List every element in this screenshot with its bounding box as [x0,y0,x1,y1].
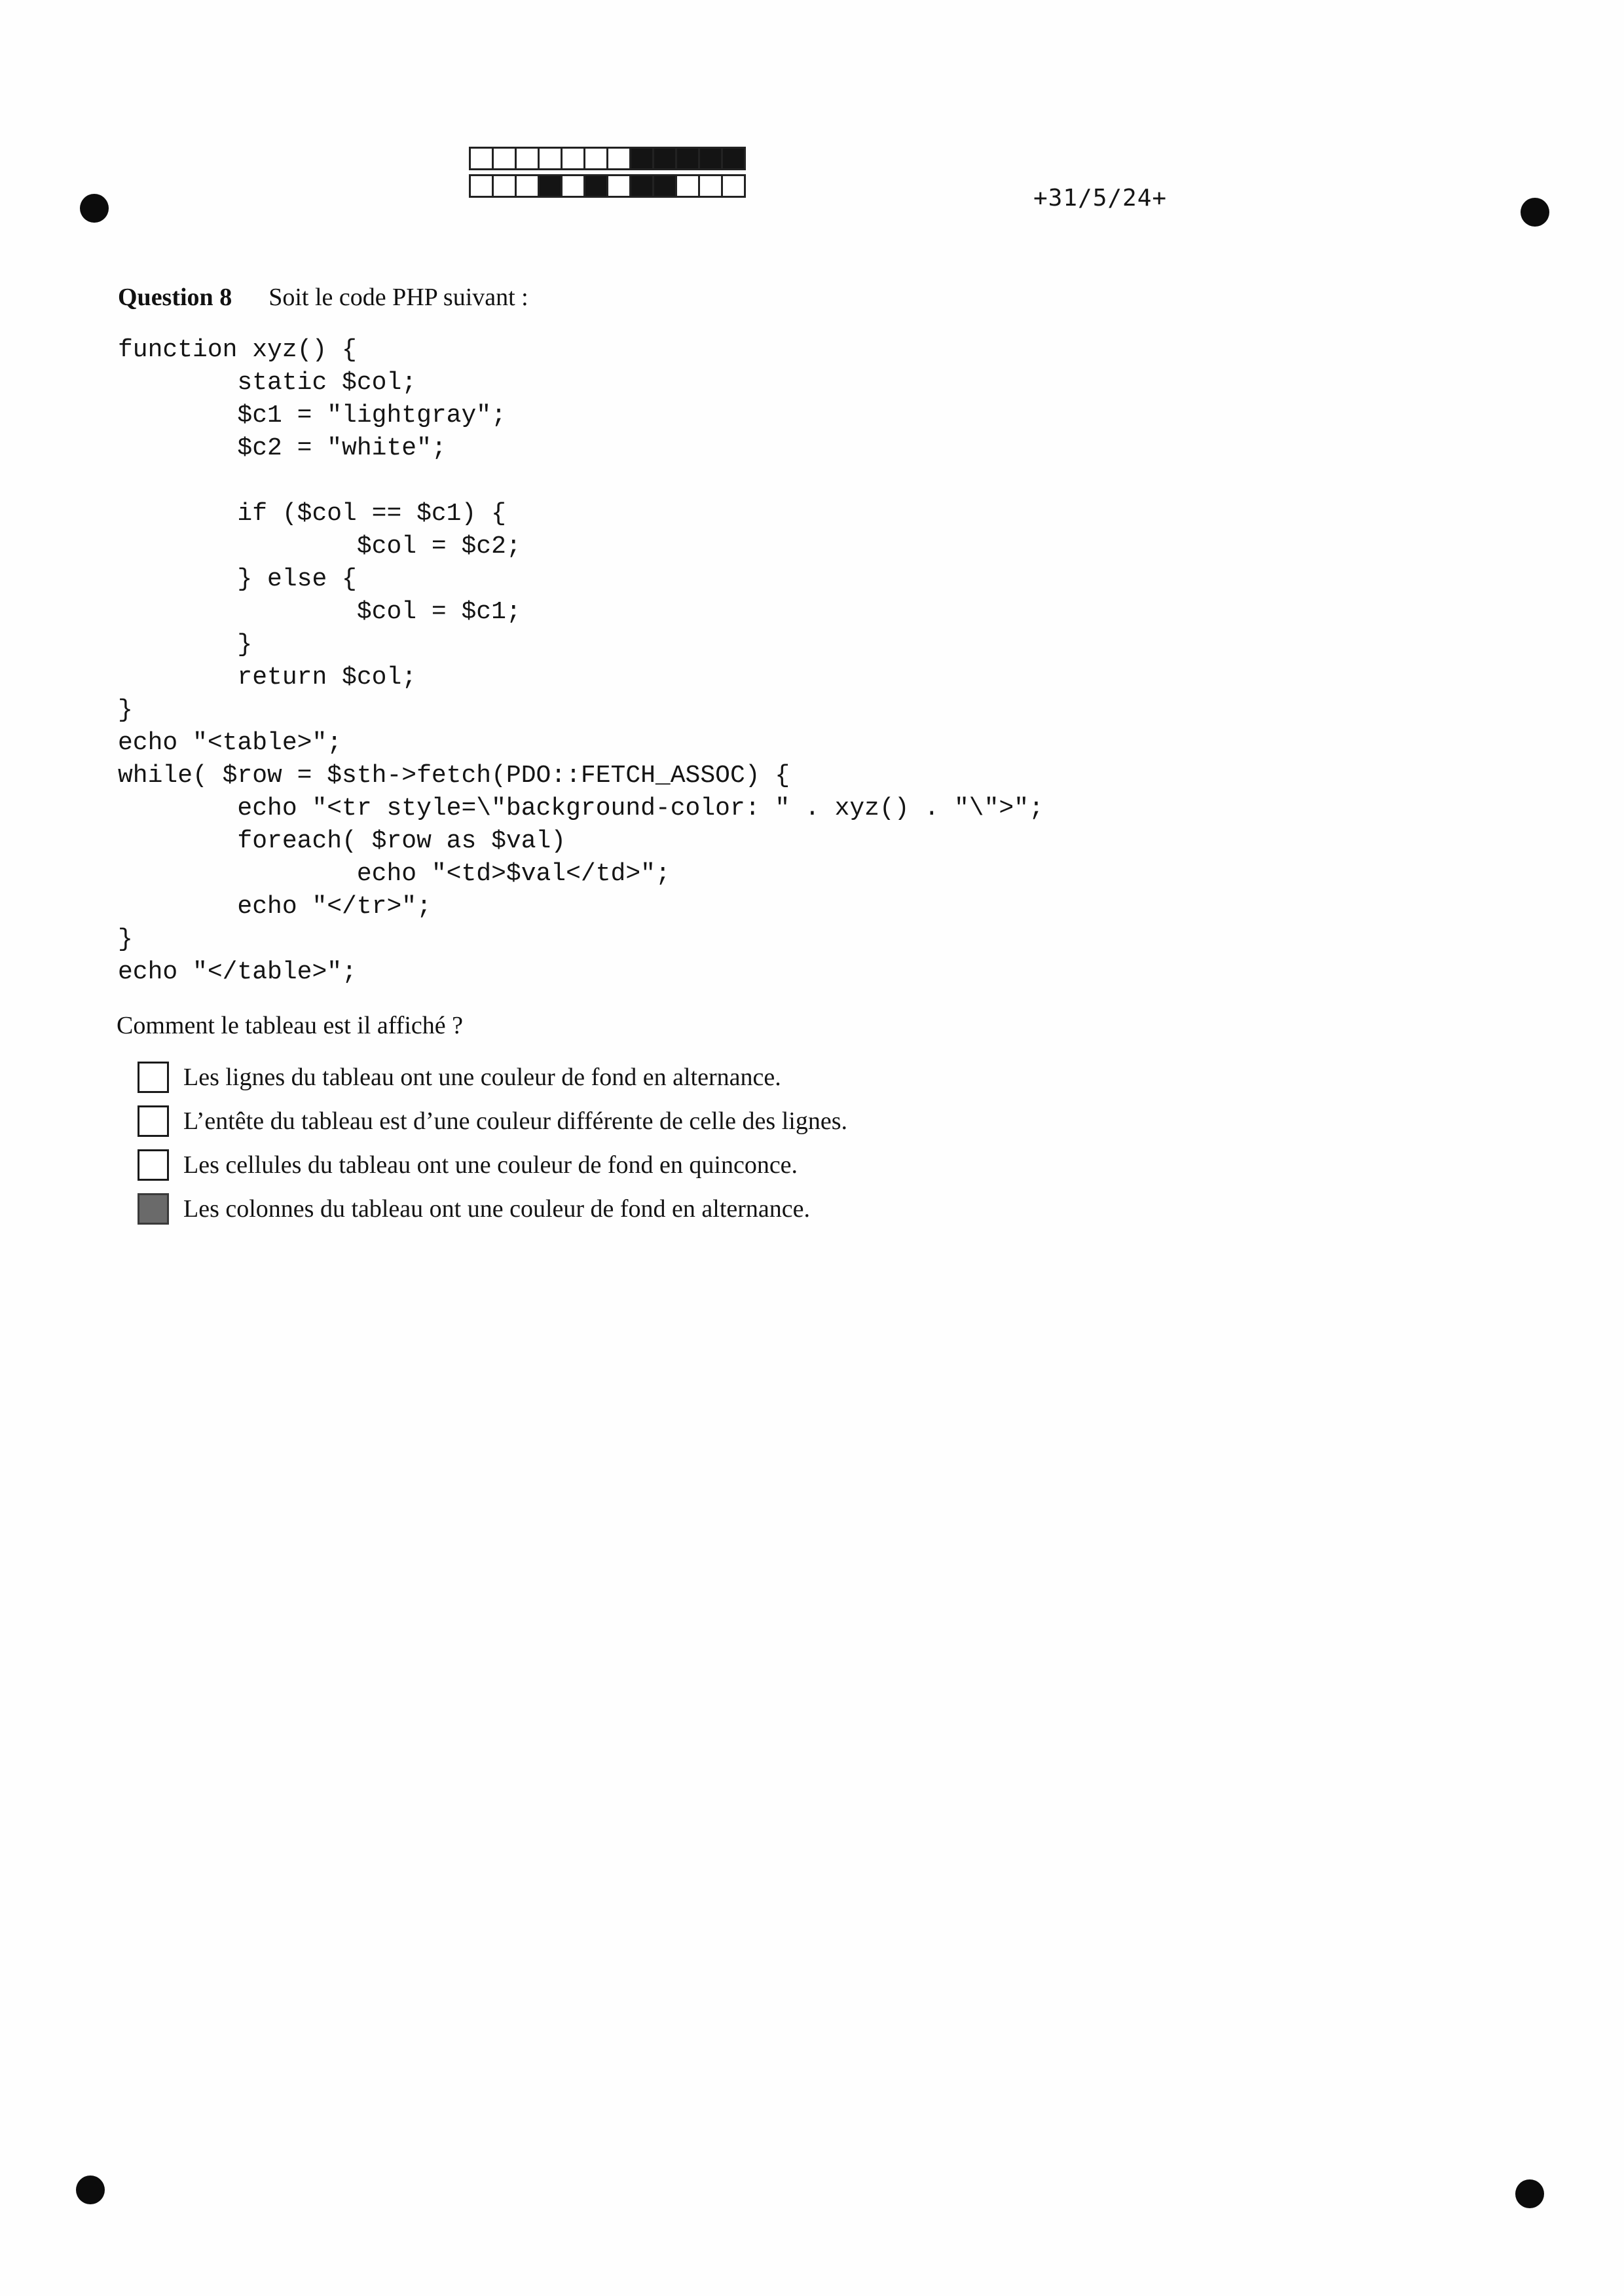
answer-option[interactable] [138,1193,847,1225]
barcode-cell-empty [561,174,585,198]
answer-label: L’entête du tableau est d’une couleur différente de celle des lignes. [183,1107,847,1135]
barcode-cell-empty [561,147,585,170]
answer-label: Les lignes du tableau ont une couleur de fond en alternance. [183,1064,781,1091]
barcode-cell-empty [492,174,517,198]
registration-mark-top-right [1521,198,1549,227]
answer-option[interactable] [138,1149,847,1181]
page-identifier: +31/5/24+ [1033,185,1168,212]
answer-option[interactable] [138,1105,847,1138]
barcode-cell-empty [606,147,631,170]
barcode-cell-filled [629,147,654,170]
barcode-cell-empty [583,147,608,170]
answer-checkbox[interactable] [138,1105,169,1137]
registration-mark-bottom-right [1515,2179,1544,2208]
barcode-cell-empty [698,174,723,198]
barcode-cell-empty [606,174,631,198]
barcode-row-top [469,147,744,170]
barcode-cell-filled [583,174,608,198]
barcode-cell-empty [675,174,700,198]
barcode-cell-empty [515,174,540,198]
question-number: Question 8 [118,284,232,311]
barcode-cell-filled [652,174,677,198]
registration-mark-top-left [80,194,109,223]
barcode-cell-filled [538,174,563,198]
php-code-block: function xyz() { static $col; $c1 = "lightgray"; $c2 = "white"; if ($col == $c1) { $col = $c2; } else { $col = $c1; } return $col; } echo "<table>"; while( $row = $sth->fetch(PDO::FETCH_ASSOC) { echo "<tr style=\"background-color: " . xyz() . "\">"; foreach( $row as $val) echo "<td>$val</td>"; echo "</tr>"; } echo "</table>"; [118,336,1044,986]
barcode-cell-filled [698,147,723,170]
barcode-cell-empty [721,174,746,198]
answer-checkbox[interactable] [138,1062,169,1093]
barcode-cell-empty [515,147,540,170]
barcode-cell-filled [652,147,677,170]
answer-label: Les colonnes du tableau ont une couleur de fond en alternance. [183,1195,811,1223]
barcode-cell-filled [721,147,746,170]
barcode-cell-empty [492,147,517,170]
page-barcode [469,147,744,198]
answer-label: Les cellules du tableau ont une couleur de fond en quinconce. [183,1151,798,1179]
barcode-cell-empty [469,147,494,170]
barcode-cell-empty [538,147,563,170]
answer-checkbox[interactable] [138,1149,169,1181]
registration-mark-bottom-left [76,2176,105,2204]
barcode-cell-filled [629,174,654,198]
barcode-cell-empty [469,174,494,198]
barcode-row-bottom [469,174,744,198]
question-header [118,283,528,312]
answer-option[interactable] [138,1061,847,1094]
question-prompt: Comment le tableau est il affiché ? [117,1012,463,1039]
answer-options [138,1061,847,1225]
question-text: Soit le code PHP suivant : [268,284,528,311]
answer-checkbox[interactable] [138,1193,169,1225]
barcode-cell-filled [675,147,700,170]
